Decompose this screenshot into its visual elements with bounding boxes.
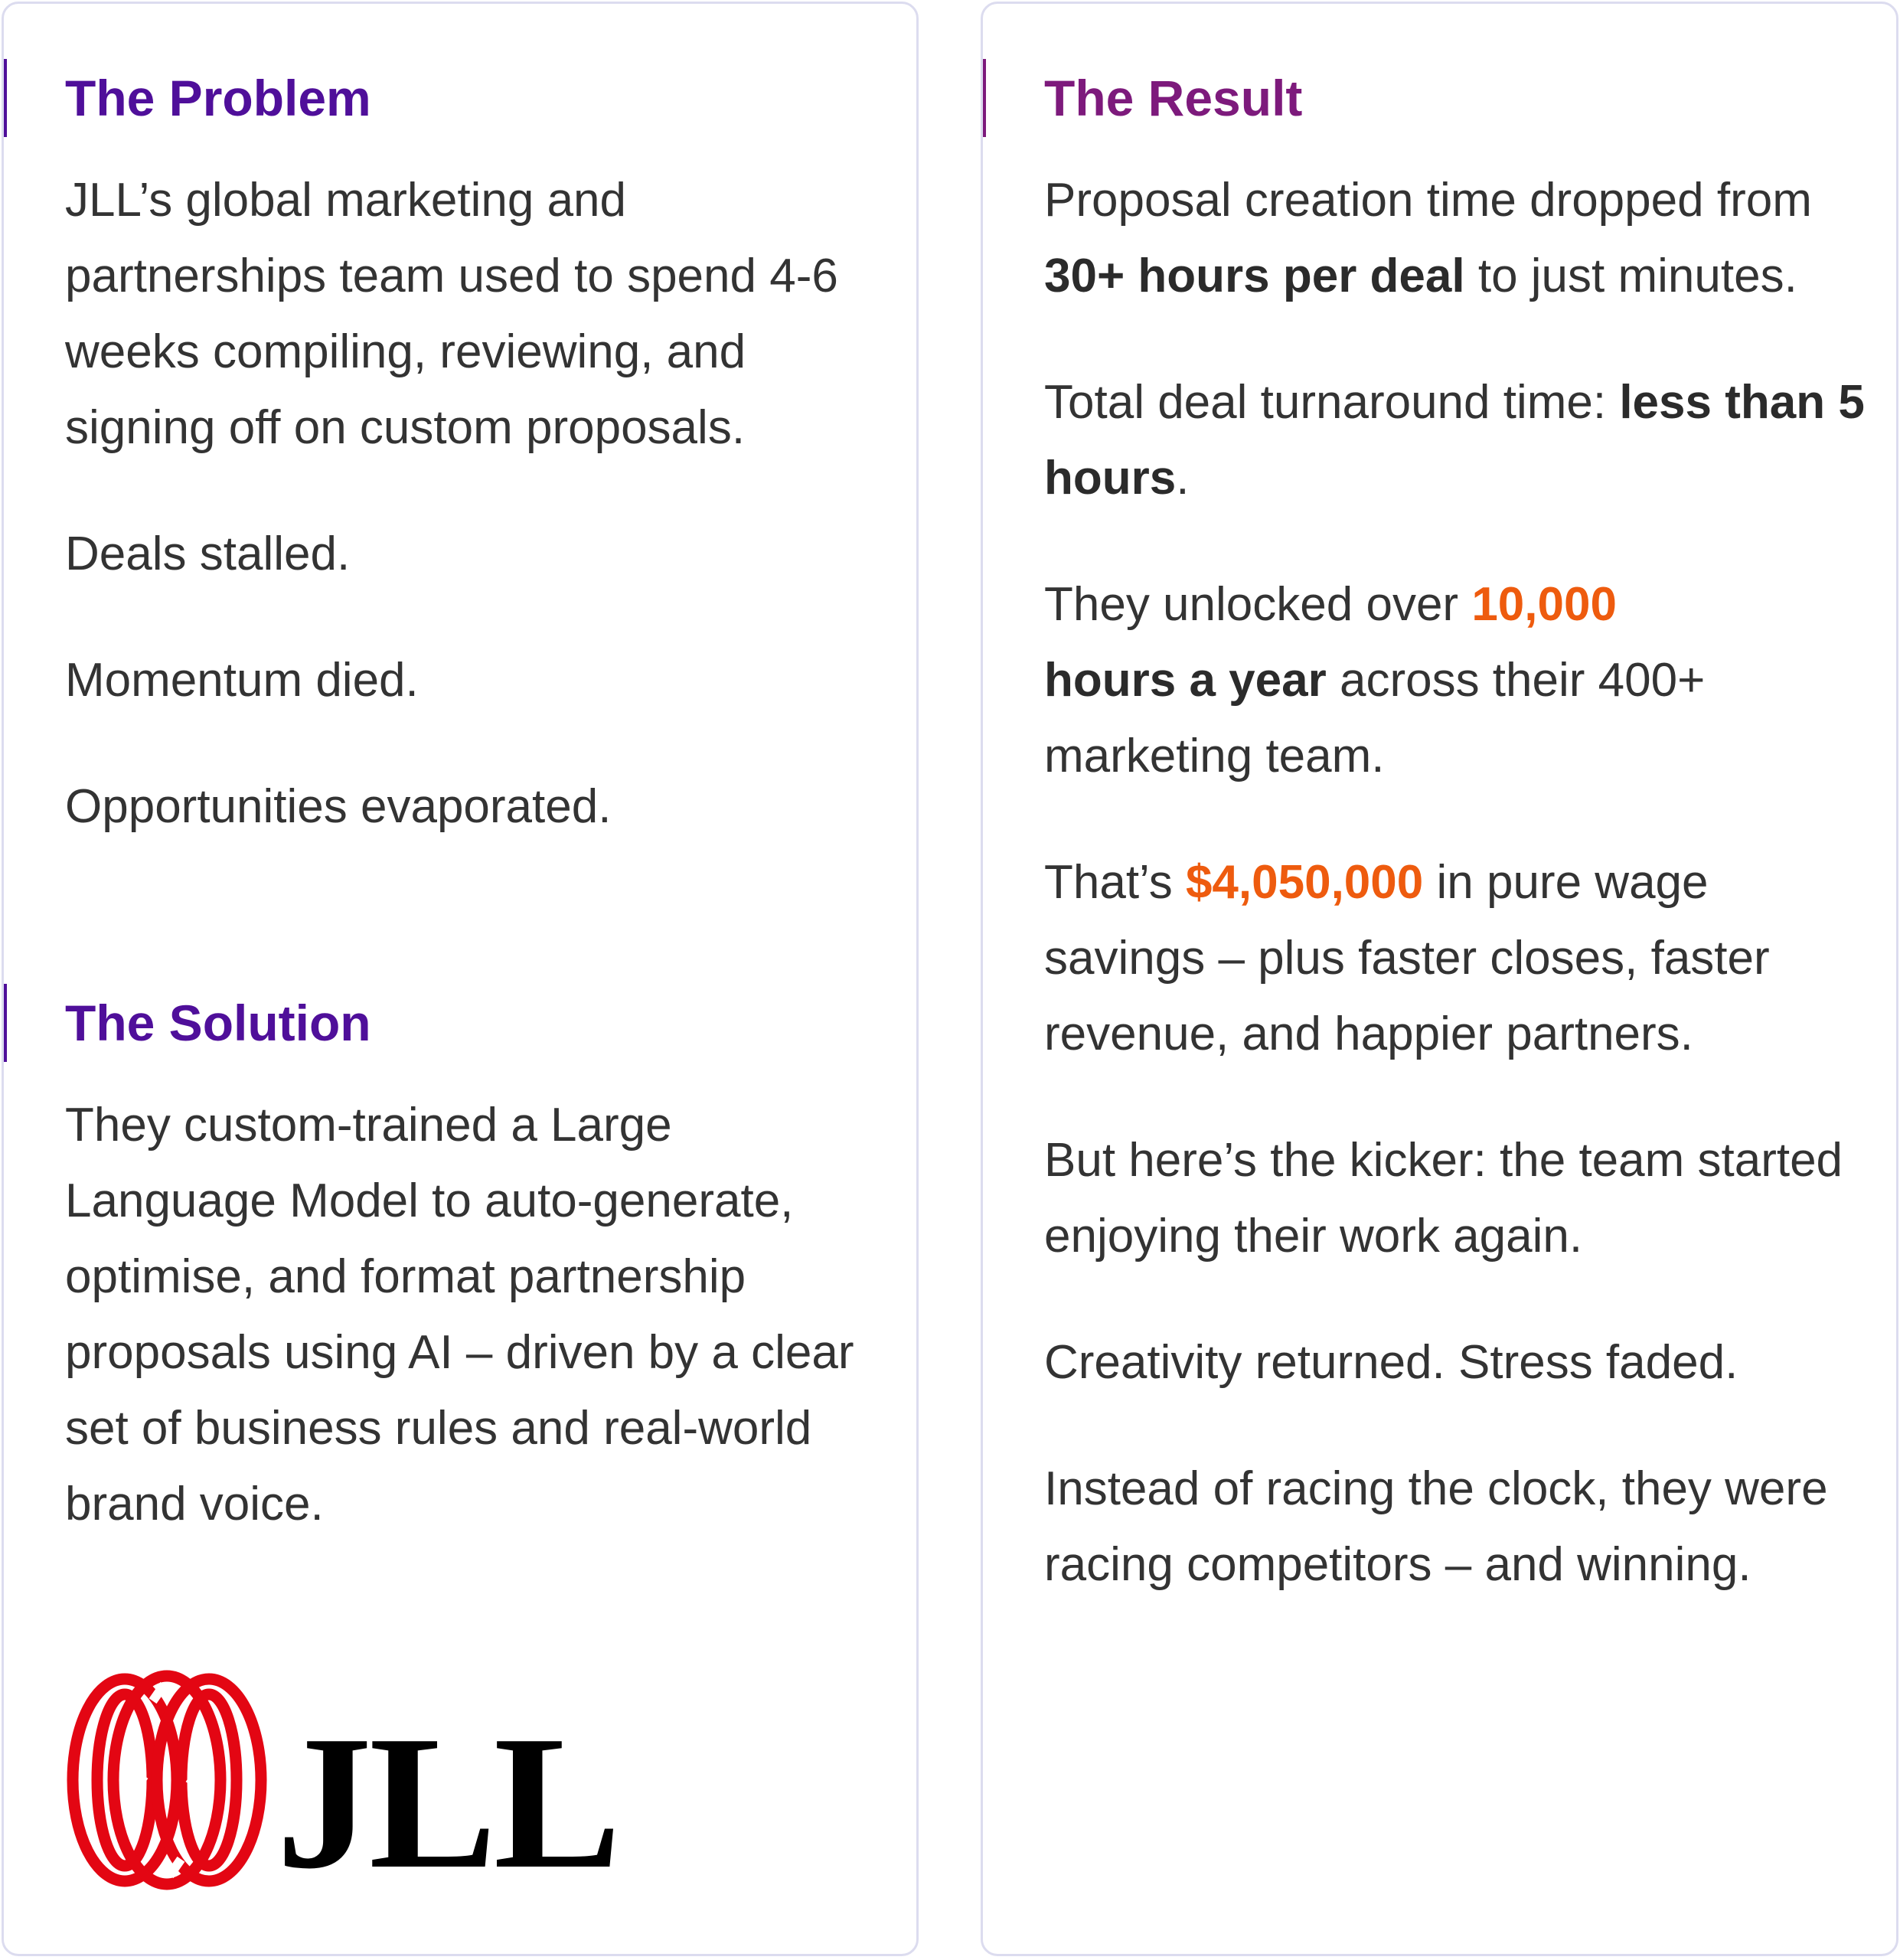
highlight-30-hours: 30+ hours per deal [1044,250,1465,302]
solution-paragraph: They custom-trained a Large Language Model to auto-generate, optimise, and format partnership proposals using AI – driven by a clear set of business rules and real-world brand voice. [65,1099,854,1530]
highlight-10000: 10,000 [1471,578,1617,631]
result-p4-tail: in pure wage savings – plus faster closes, faster revenue, and happier partners. [1044,856,1770,1060]
result-p3-tail: across their 400+ marketing team. [1044,654,1706,782]
problem-paragraph-1: JLL’s global marketing and partnerships team used to spend 4-6 weeks compiling, reviewing, and signing off on custom proposals. [65,174,838,454]
result-p1-text: Proposal creation time dropped from [1044,174,1812,227]
highlight-less-than-5-hours: less than 5 hours [1044,376,1865,505]
solution-heading: The Solution [65,995,371,1051]
problem-paragraph-3: Momentum died. [65,654,419,707]
highlight-wage-savings: $4,050,000 [1185,856,1424,909]
result-p4-text: That’s [1044,856,1186,909]
result-body [1044,162,1866,1602]
result-paragraph-1 [1044,162,1866,314]
result-paragraph-3 [1044,567,1866,794]
problem-paragraph-2: Deals stalled. [65,528,351,580]
result-paragraph-5: But here’s the kicker: the team started enjoying their work again. [1044,1134,1843,1263]
solution-body [65,1087,863,1542]
result-paragraph-7: Instead of racing the clock, they were racing competitors – and winning. [1044,1462,1828,1591]
problem-body [65,162,863,844]
result-paragraph-4 [1044,844,1866,1072]
problem-heading-block [4,59,371,137]
result-paragraph-6: Creativity returned. Stress faded. [1044,1336,1738,1389]
jll-wordmark: JLL [276,1697,619,1909]
result-p1-tail: to just minutes. [1464,250,1797,302]
jll-logo [64,1669,619,1909]
problem-paragraph-4: Opportunities evaporated. [65,780,612,833]
solution-heading-block [4,984,371,1062]
problem-heading: The Problem [65,70,371,126]
result-paragraph-2 [1044,364,1866,516]
result-card [981,2,1898,1956]
result-p2-text: Total deal turnaround time: [1044,376,1620,429]
jll-mark-icon [64,1669,270,1891]
highlight-hours-a-year: hours a year [1044,654,1327,707]
result-heading: The Result [1044,70,1303,126]
result-p2-tail: . [1176,452,1190,505]
result-p3-text: They unlocked over [1044,578,1472,631]
problem-solution-card [2,2,919,1956]
result-heading-block [983,59,1302,137]
